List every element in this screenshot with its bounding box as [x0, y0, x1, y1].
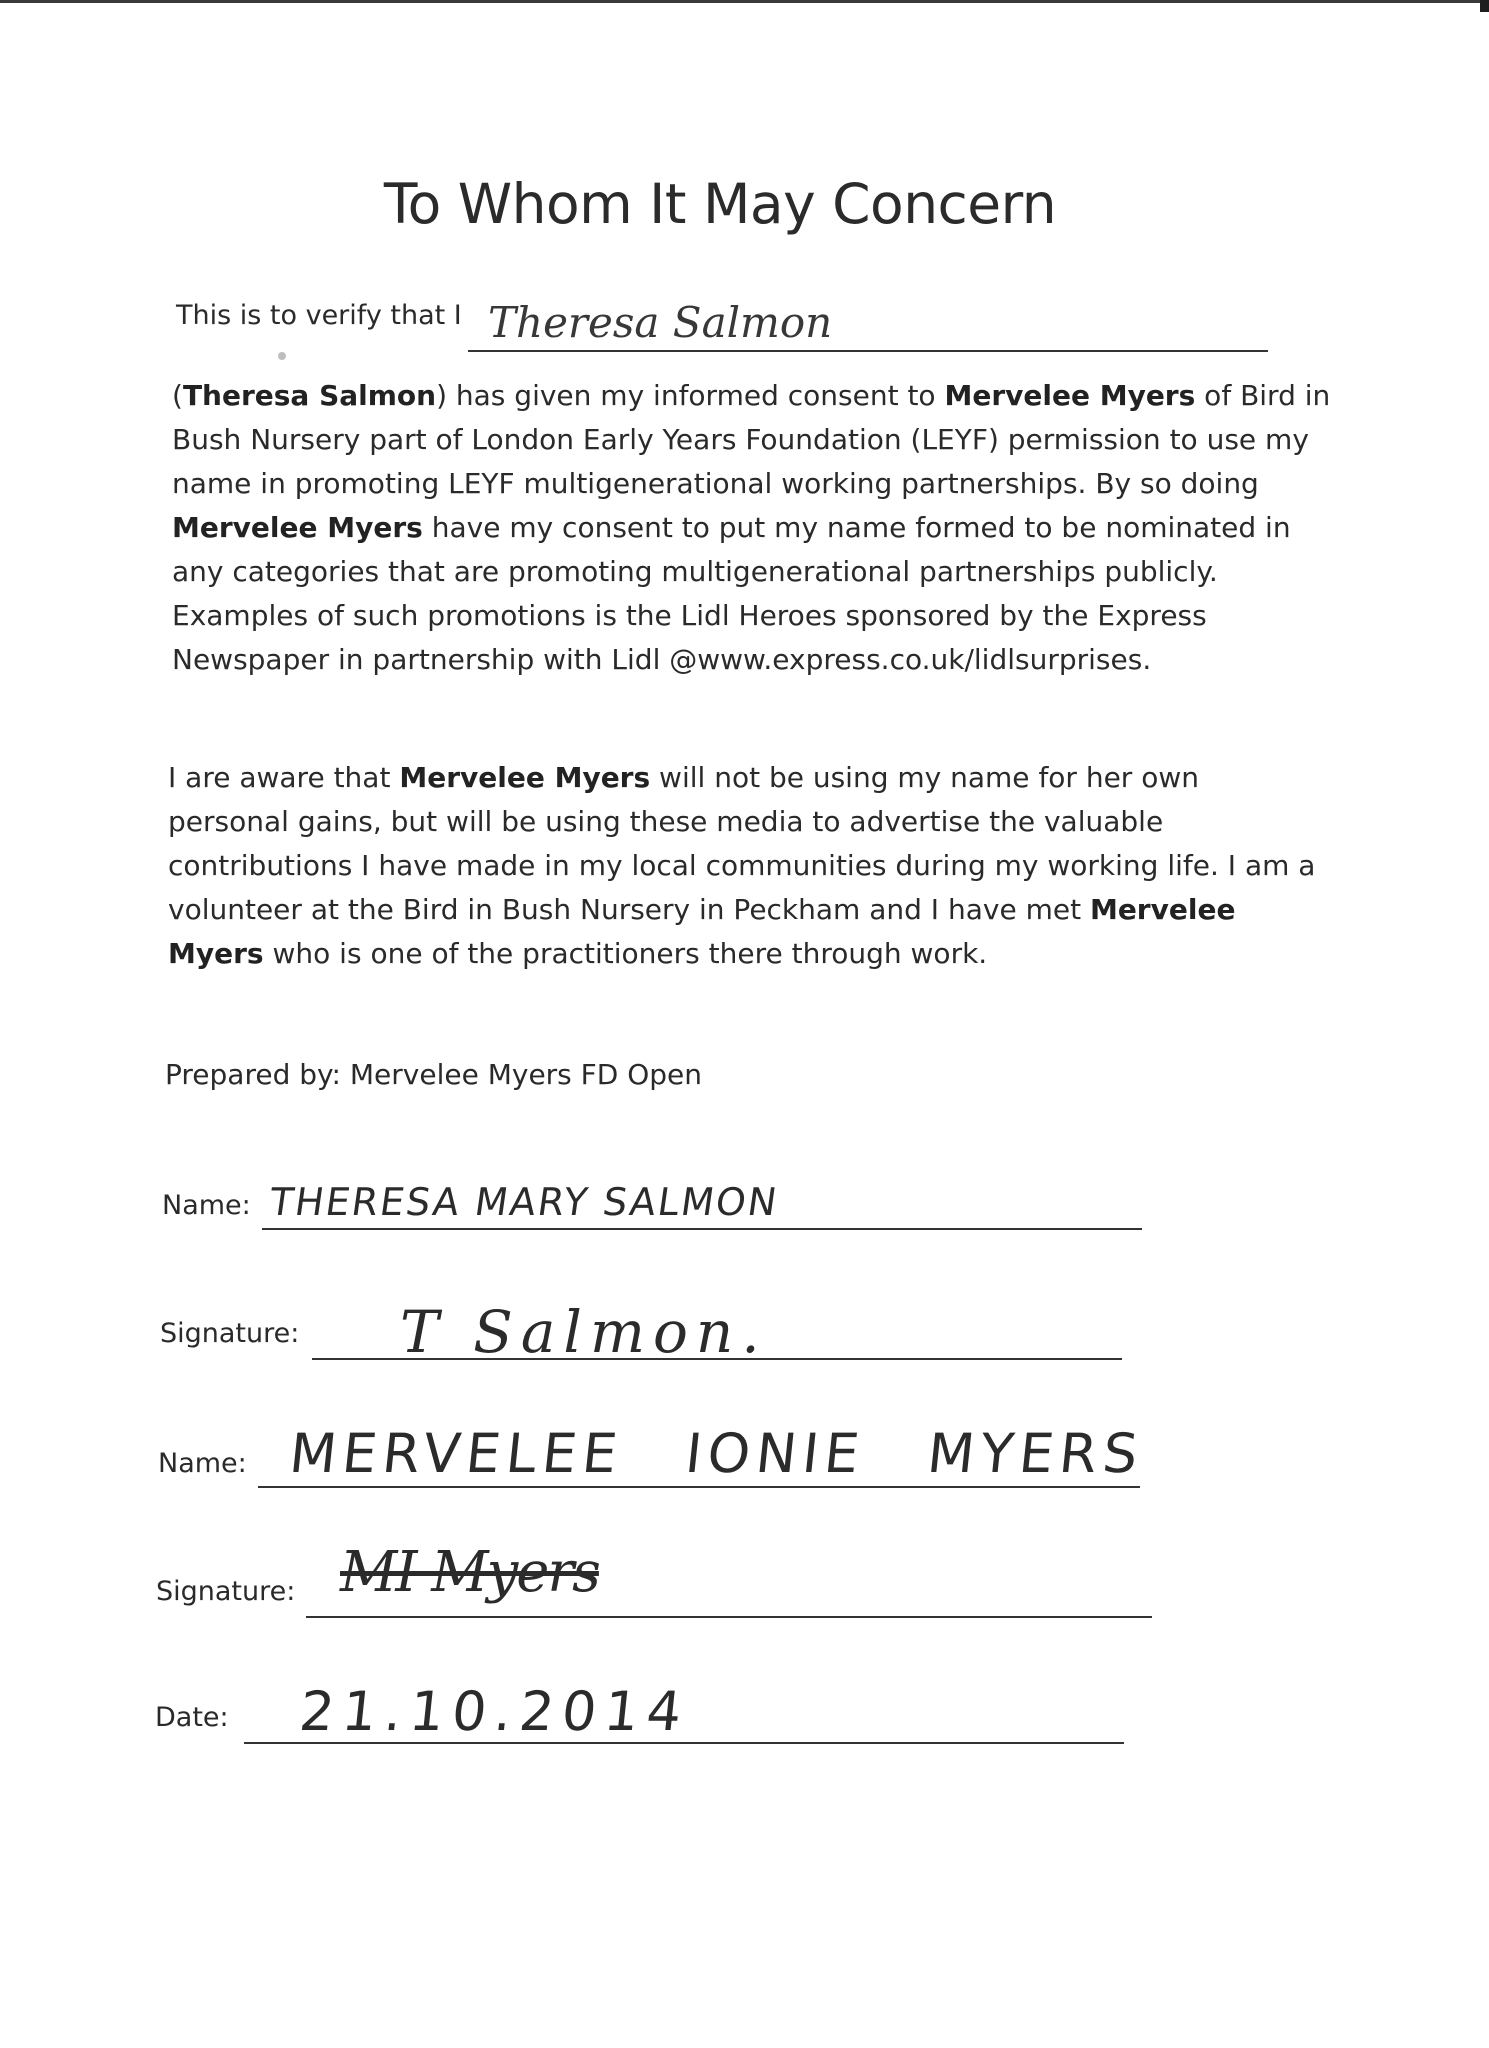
name1-line: [262, 1228, 1142, 1230]
date-handwriting: 21.10.2014: [296, 1680, 693, 1743]
scan-smudge: [278, 352, 286, 360]
name2-handwriting: MERVELEE IONIE MYERS: [286, 1422, 1147, 1485]
paragraph-text: of Bird in Bush Nursery part of London Early Years Foundation (LEYF) permission to use my name in promoting LEYF multigenerational working partnerships. By so doing: [172, 379, 1331, 500]
paragraph-text: (: [172, 379, 183, 412]
paragraph-text: have my consent to put my name formed to be nominated in any categories that are promoting multigenerational partnerships publicly. Examples of such promotions is the Lidl Heroes sponsored by the Express Newspaper in partnership with Lidl @www.express.co.uk/lidlsurprises.: [172, 511, 1291, 676]
paragraph-text: will not be using my name for her own personal gains, but will be using these media to advertise the valuable contributions I have made in my local communities during my working life. I am a volunteer at the Bird in Bush Nursery in Peckham and I have met: [168, 761, 1316, 926]
date-label: Date:: [155, 1702, 229, 1733]
paragraph-text: who is one of the practitioners there through work.: [263, 937, 988, 970]
bold-name-text: Theresa Salmon: [182, 379, 437, 412]
verify-prefix: This is to verify that I: [176, 300, 462, 331]
name2-line: [258, 1486, 1140, 1488]
paragraph-text: I are aware that: [168, 761, 400, 794]
document-title: To Whom It May Concern: [383, 172, 1057, 236]
verify-signature: Theresa Salmon: [488, 298, 833, 347]
signature2-label: Signature:: [156, 1576, 296, 1607]
signature2-line: [306, 1616, 1152, 1618]
name2-label: Name:: [158, 1448, 247, 1479]
scan-edge-top: [0, 0, 1489, 3]
name1-label: Name:: [162, 1190, 251, 1221]
paragraph-text: ) has given my informed consent to: [436, 379, 945, 412]
awareness-paragraph: [168, 756, 1328, 976]
signature2-handwriting: MI Myers: [340, 1540, 599, 1605]
signature1-label: Signature:: [160, 1318, 300, 1349]
scan-edge-corner: [1480, 0, 1489, 12]
prepared-by: Prepared by: Mervelee Myers FD Open: [165, 1058, 703, 1091]
name1-handwriting: THERESA MARY SALMON: [266, 1180, 782, 1224]
signature1-handwriting: T Salmon.: [400, 1298, 768, 1366]
bold-name-text: Mervelee Myers: [399, 761, 651, 794]
consent-paragraph: [172, 374, 1332, 682]
verify-signature-line: [468, 350, 1268, 352]
bold-name-text: Mervelee Myers: [172, 511, 423, 544]
bold-name-text: Mervelee Myers: [168, 893, 1236, 970]
bold-name-text: Mervelee Myers: [944, 379, 1196, 412]
